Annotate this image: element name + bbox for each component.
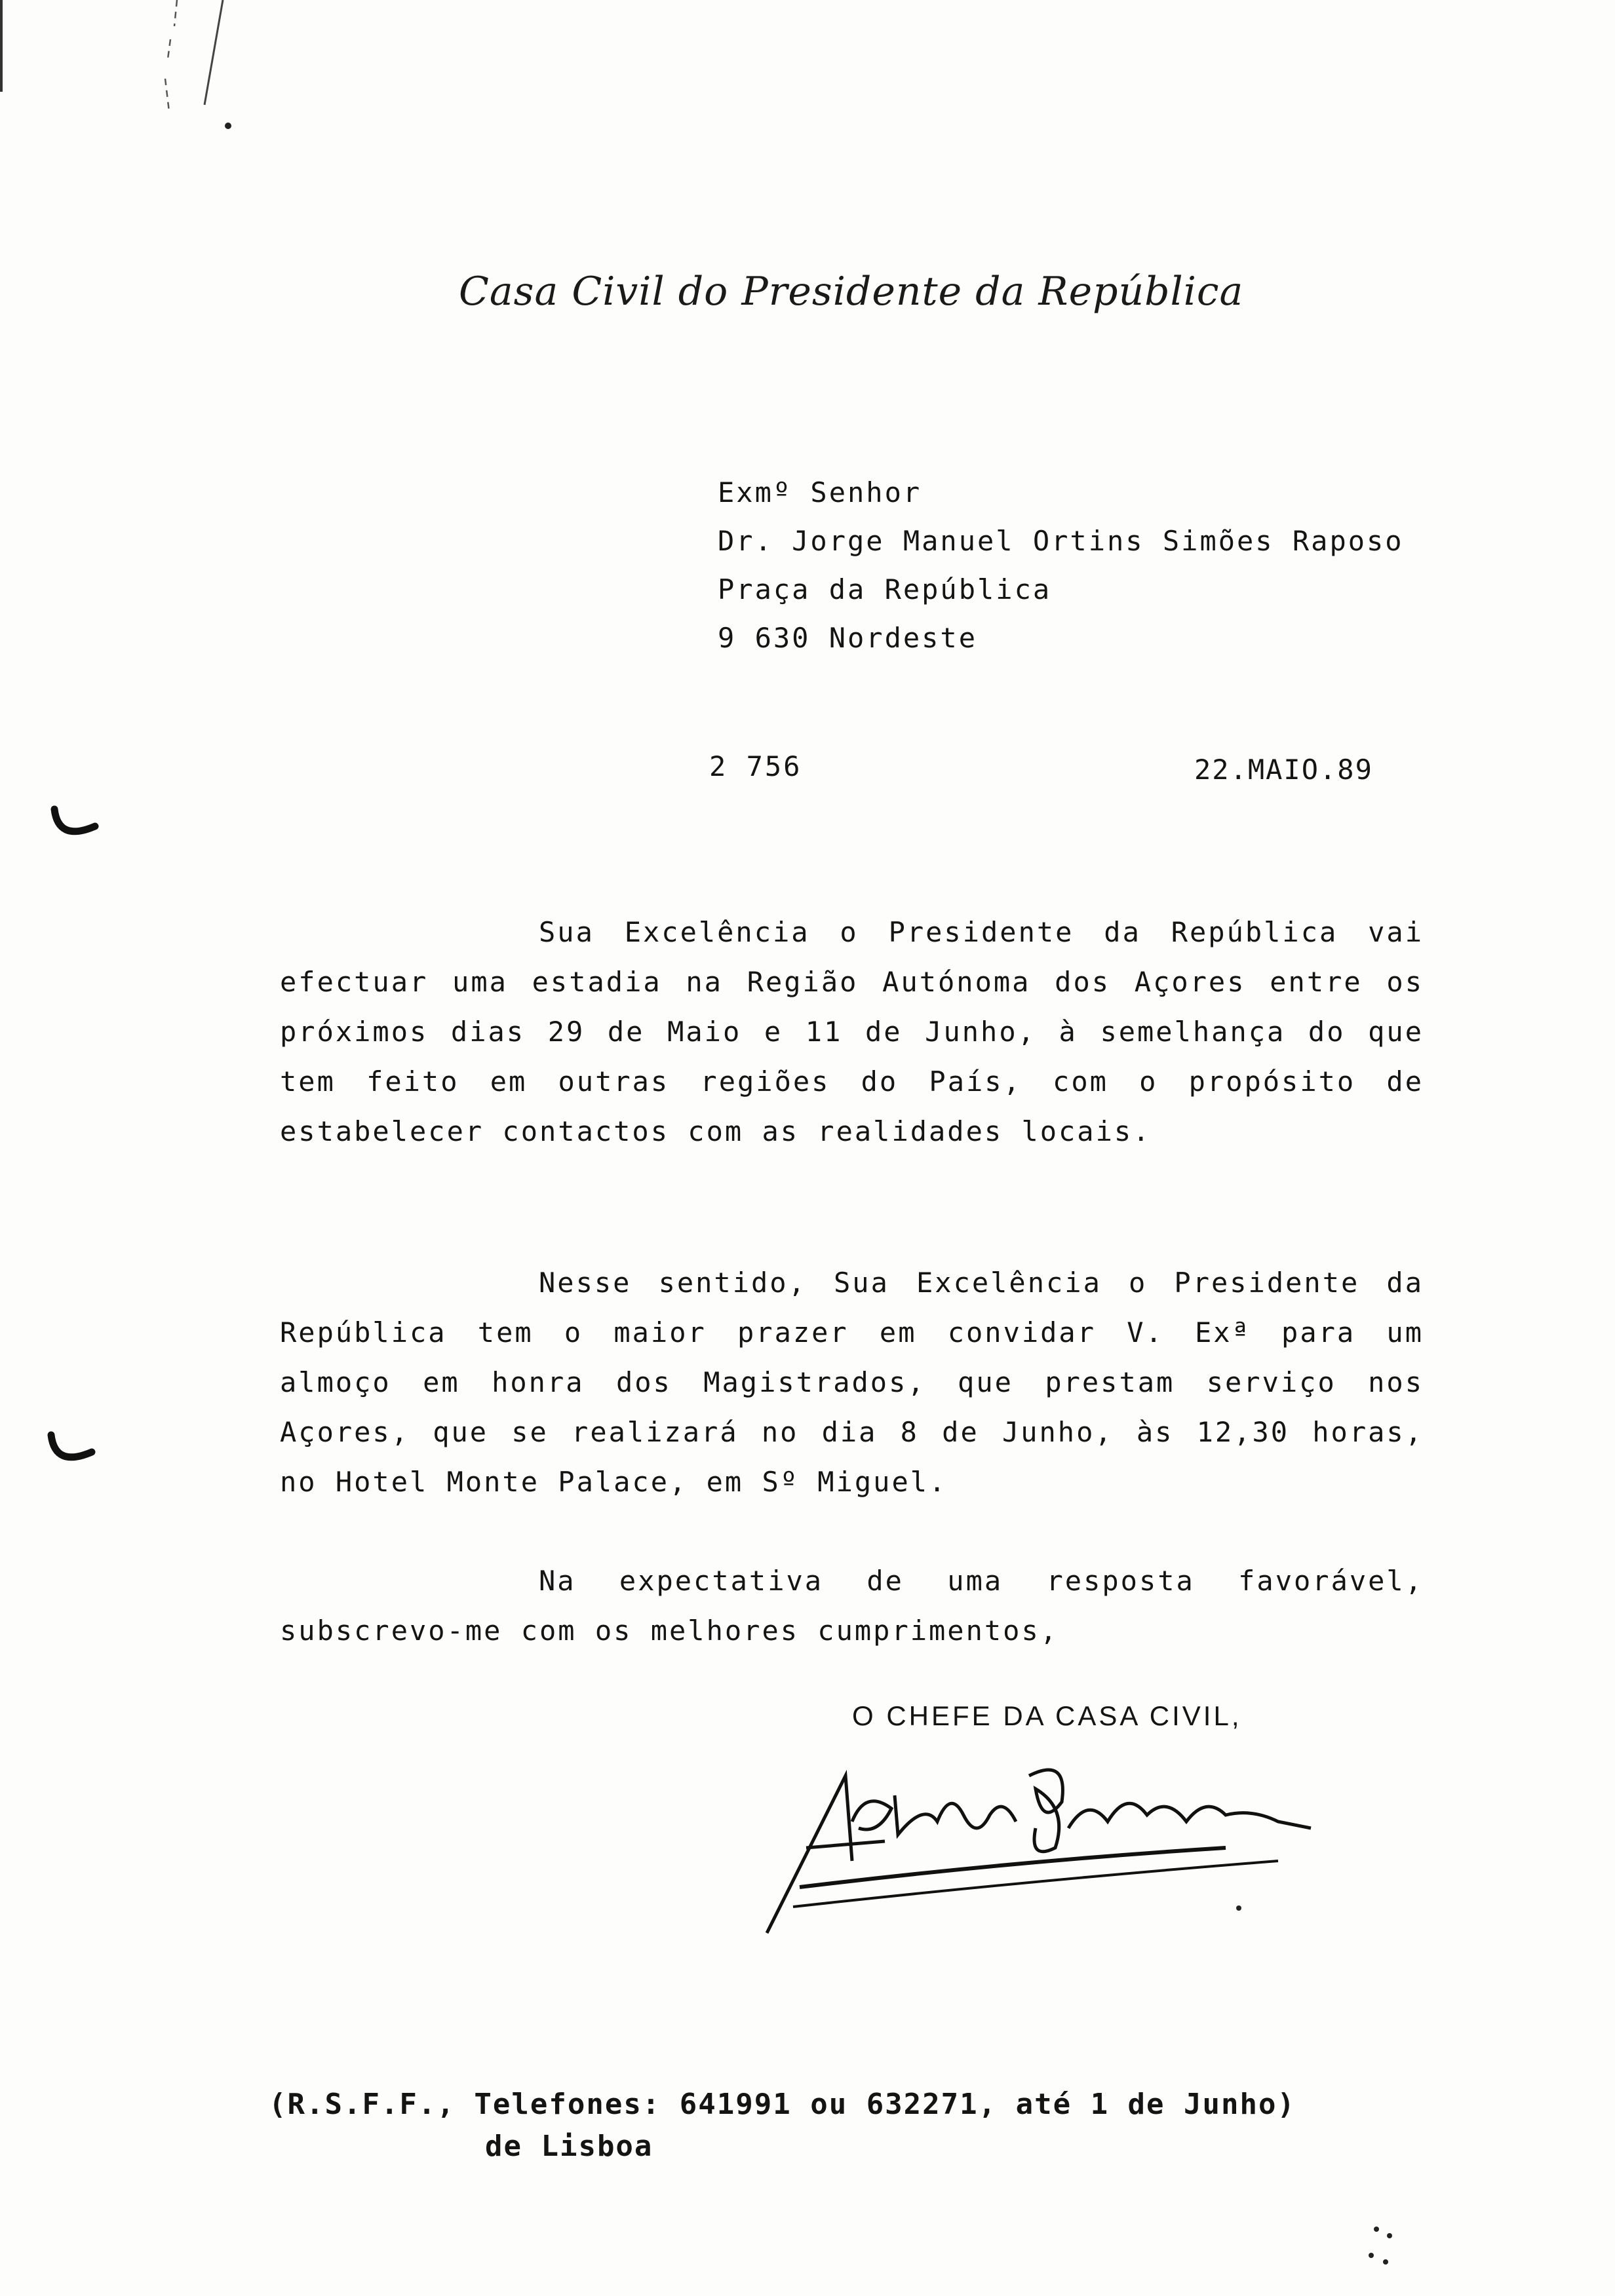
recipient-address [718, 469, 1404, 662]
handwritten-signature [754, 1750, 1344, 1946]
body-paragraph-2: Nesse sentido, Sua Excelência o Presidente da República tem o maior prazer em convidar V. Exª para um almoço em honra dos Magistrados, que prestam serviço nos Açores, que se realizará no dia 8 de Junho, às 12,30 horas, no Hotel Monte Palace, em Sº Miguel. [280, 1267, 1424, 1498]
left-edge-line [0, 0, 3, 92]
recipient-city: 9 630 Nordeste [718, 622, 978, 654]
footer-note [269, 2084, 1296, 2168]
closing-title: O CHEFE DA CASA CIVIL, [852, 1700, 1242, 1731]
corner-dots [1363, 2221, 1403, 2274]
binder-arc-top [49, 803, 102, 849]
body-paragraph-1: Sua Excelência o Presidente da República vai efectuar uma estadia na Região Autónoma dos Açores entre os próximos dias 29 de Maio e 11 de Junho, à semelhança do que tem feito em outras regiões do País, com o propósito de estabelecer contactos com as realidades locais. [280, 916, 1424, 1147]
recipient-street: Praça da República [718, 573, 1052, 605]
pencil-mark [144, 0, 249, 138]
footer-line-2: de Lisboa [485, 2130, 653, 2163]
recipient-name: Dr. Jorge Manuel Ortins Simões Raposo [718, 525, 1404, 557]
body-paragraph-3: Na expectativa de uma resposta favorável, subscrevo-me com os melhores cumprimentos, [280, 1565, 1424, 1647]
footer-line-1: (R.S.F.F., Telefones: 641991 ou 632271, até 1 de Junho) [269, 2088, 1296, 2121]
binder-arc-bottom [46, 1428, 98, 1474]
letter-date: 22.MAIO.89 [1194, 754, 1373, 786]
reference-number: 2 756 [709, 750, 802, 782]
recipient-salutation: Exmº Senhor [718, 476, 922, 508]
letterhead: Casa Civil do Presidente da República [459, 269, 1244, 315]
